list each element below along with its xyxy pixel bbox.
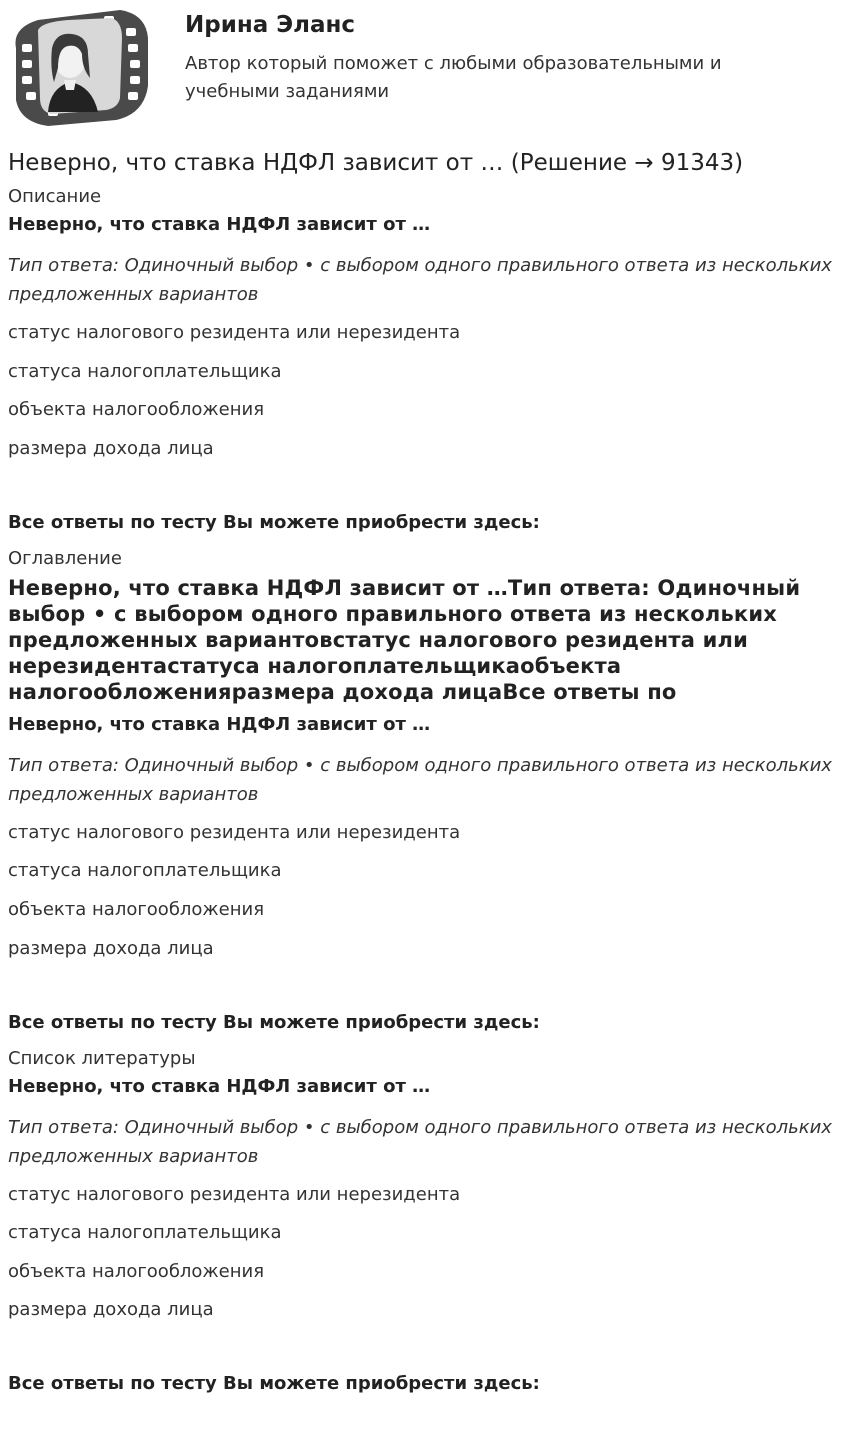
author-name[interactable]: Ирина Эланс — [185, 12, 356, 38]
toc-heading: Неверно, что ставка НДФЛ зависит от …Тип ответа: Одиночный выбор • с выбором одного правильного ответа из нескольких предложенных вариантовстатус налогового резидента или нерезидентастатуса налогоплательщикаобъекта налогообложенияразмера дохода лицаВсе ответы по — [8, 575, 801, 704]
section-label: Описание — [8, 186, 102, 207]
answer-type: Тип ответа: Одиночный выбор • с выбором одного правильного ответа из нескольких предложенных вариантов — [8, 255, 832, 305]
section-table-of-contents — [8, 547, 838, 1035]
answer-type: Тип ответа: Одиночный выбор • с выбором одного правильного ответа из нескольких предложенных вариантов — [8, 754, 832, 805]
buy-answers-link[interactable]: Все ответы по тесту Вы можете приобрести здесь: — [8, 1011, 540, 1033]
answer-type: Тип ответа: Одиночный выбор • с выбором одного правильного ответа из нескольких предложенных вариантов — [8, 1116, 832, 1167]
answer-option: статуса налогоплательщика — [8, 860, 282, 882]
document-title: Неверно, что ставка НДФЛ зависит от … (Решение → 91343) — [8, 150, 744, 176]
question-text: Неверно, что ставка НДФЛ зависит от … — [8, 713, 431, 735]
answer-option: статуса налогоплательщика — [8, 1222, 282, 1244]
section-label: Оглавление — [8, 547, 122, 569]
answer-option: размера дохода лица — [8, 1299, 214, 1321]
main-content — [8, 146, 838, 1408]
answer-option: статуса налогоплательщика — [8, 360, 282, 382]
section-references — [8, 1047, 838, 1397]
author-avatar — [8, 8, 150, 126]
question-text: Неверно, что ставка НДФЛ зависит от … — [8, 214, 431, 235]
author-bio: Автор который поможет с любыми образовательными и учебными заданиями — [185, 53, 722, 102]
question-text: Неверно, что ставка НДФЛ зависит от … — [8, 1075, 431, 1097]
answer-option: статус налогового резидента или нерезидента — [8, 322, 461, 343]
author-card — [8, 8, 838, 128]
answer-option: размера дохода лица — [8, 937, 214, 959]
section-label: Список литературы — [8, 1047, 196, 1069]
answer-option: объекта налогообложения — [8, 1260, 265, 1282]
answer-option: статус налогового резидента или нерезидента — [8, 821, 461, 843]
answer-option: объекта налогообложения — [8, 399, 265, 421]
answer-option: статус налогового резидента или нерезидента — [8, 1183, 461, 1205]
buy-answers-link[interactable]: Все ответы по тесту Вы можете приобрести здесь: — [8, 1373, 540, 1395]
answer-option: размера дохода лица — [8, 437, 214, 459]
section-description — [8, 185, 838, 535]
answer-option: объекта налогообложения — [8, 898, 265, 920]
buy-answers-link[interactable]: Все ответы по тесту Вы можете приобрести здесь: — [8, 511, 540, 533]
